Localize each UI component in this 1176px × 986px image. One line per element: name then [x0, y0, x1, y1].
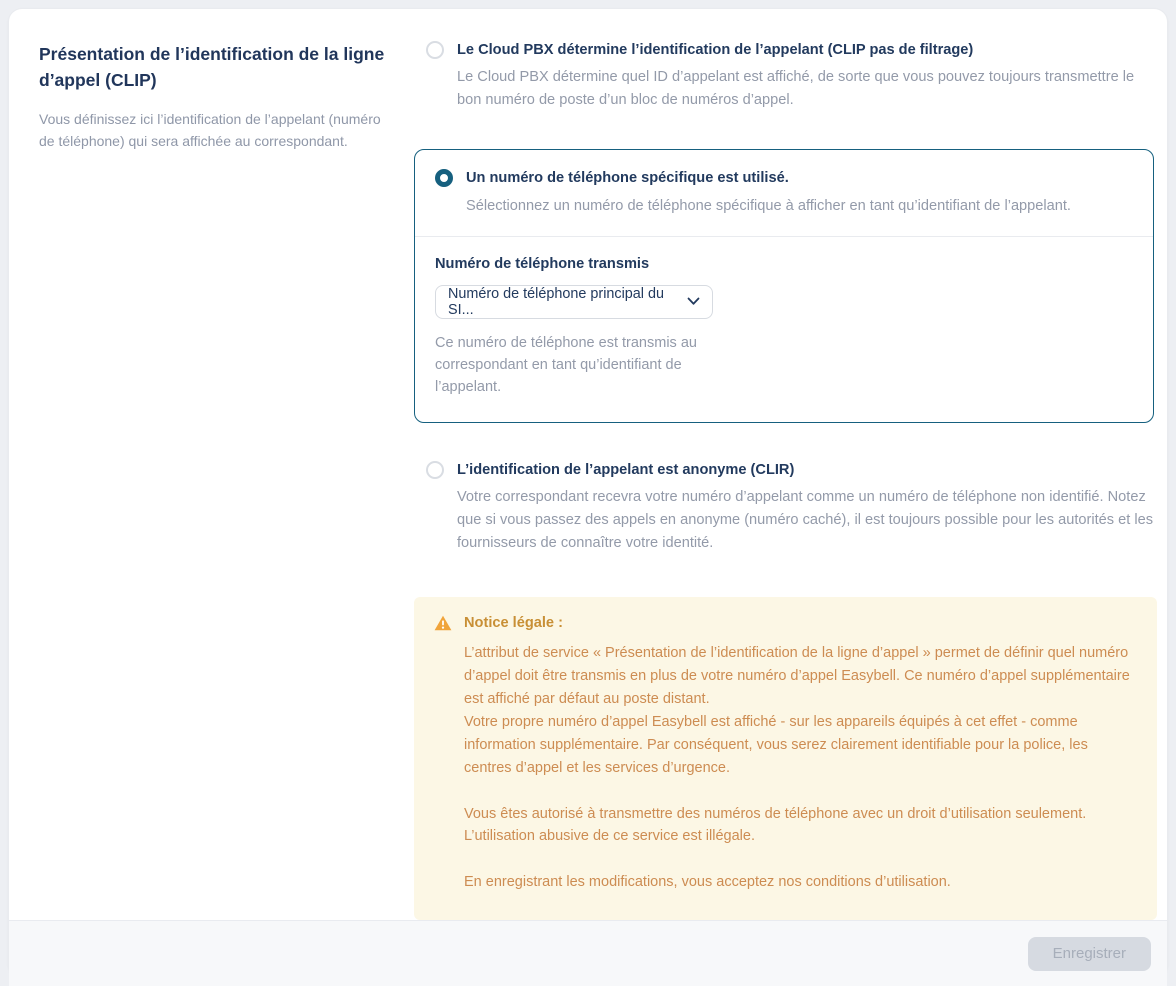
legal-notice-body: [464, 642, 1135, 894]
legal-notice-paragraph: Vous êtes autorisé à transmettre des numéros de téléphone avec un droit d’utilisation seulement. L’utilisation abusive de ce service est illégale.: [464, 805, 1087, 845]
transmitted-number-section: [415, 237, 1153, 422]
transmitted-number-helper: Ce numéro de téléphone est transmis au correspondant en tant qu’identifiant de l’appelant.: [435, 334, 697, 395]
transmitted-number-select-value: Numéro de téléphone principal du SI...: [448, 285, 665, 318]
settings-content: [9, 9, 1167, 920]
legal-notice-paragraph: Votre propre numéro d’appel Easybell est affiché - sur les appareils équipés à cet effet - comme information supplémentaire. Par conséquent, vous serez clairement identifiable pour la police, les centres d’appel et les services d’urgence.: [464, 713, 1088, 776]
save-button[interactable]: Enregistrer: [1028, 937, 1151, 971]
radio-button-icon[interactable]: [426, 461, 444, 479]
option-anonymous-row[interactable]: [426, 461, 1157, 479]
option-specific-number-card: [414, 149, 1154, 422]
option-specific-number-label: Un numéro de téléphone spécifique est utilisé.: [466, 170, 789, 187]
page-subtitle: Vous définissez ici l’identification de l’appelant (numéro de téléphone) qui sera affichée au correspondant.: [39, 110, 381, 149]
transmitted-number-label: Numéro de téléphone transmis: [435, 255, 650, 272]
option-specific-number: [415, 150, 1153, 235]
legal-notice-paragraph: L’attribut de service « Présentation de l’identification de la ligne d’appel » permet de définir quel numéro d’appel doit être transmis en plus de votre numéro d’appel Easybell. Ce numéro d’appel supplémentaire est affiché par défaut au poste distant.: [464, 645, 1130, 707]
radio-button-selected-icon[interactable]: [435, 169, 453, 187]
option-anonymous: [426, 461, 1157, 555]
option-specific-number-description: Sélectionnez un numéro de téléphone spécifique à afficher en tant qu’identifiant de l’appelant.: [466, 197, 1071, 214]
chevron-down-icon: [687, 297, 700, 306]
option-cloud-pbx-row[interactable]: [426, 41, 1157, 59]
legal-notice-title: Notice légale :: [464, 615, 563, 632]
clip-options: [426, 33, 1157, 920]
settings-card: [8, 8, 1168, 978]
warning-icon: [434, 615, 452, 631]
option-specific-number-row[interactable]: [435, 169, 1133, 187]
transmitted-number-select[interactable]: [435, 285, 713, 319]
option-anonymous-label: L’identification de l’appelant est anonyme (CLIR): [457, 461, 795, 478]
form-footer: [9, 920, 1167, 986]
legal-notice-paragraph: En enregistrant les modifications, vous acceptez nos conditions d’utilisation.: [464, 874, 951, 891]
legal-notice: [414, 597, 1157, 920]
page-title: Présentation de l’identification de la ligne d’appel (CLIP): [39, 44, 385, 91]
legal-notice-header: [434, 615, 1135, 631]
option-cloud-pbx-description: Le Cloud PBX détermine quel ID d’appelant est affiché, de sorte que vous pouvez toujours transmettre le bon numéro de poste d’un bloc de numéros d’appel.: [457, 69, 1135, 109]
radio-button-icon[interactable]: [426, 41, 444, 59]
option-anonymous-description: Votre correspondant recevra votre numéro d’appelant comme un numéro de téléphone non identifié. Notez que si vous passez des appels en anonyme (numéro caché), il est toujours possible pour les autorités et les fournisseurs de connaître votre identité.: [457, 488, 1154, 552]
section-intro: [39, 33, 414, 920]
option-cloud-pbx-label: Le Cloud PBX détermine l’identification de l’appelant (CLIP pas de filtrage): [457, 42, 974, 58]
option-cloud-pbx: [426, 41, 1157, 112]
